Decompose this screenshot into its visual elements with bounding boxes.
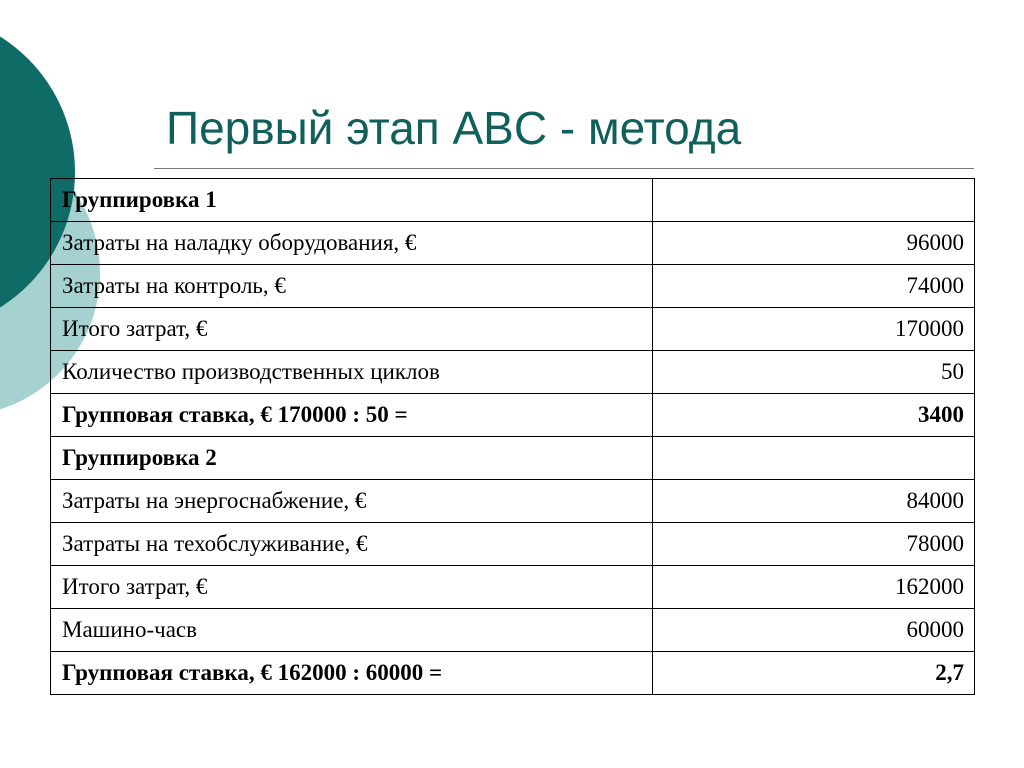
slide-title: Первый этап ABC - метода bbox=[166, 102, 742, 154]
row-label: Групповая ставка, € 162000 : 60000 = bbox=[51, 652, 653, 695]
row-value bbox=[653, 437, 975, 480]
table-row-total bbox=[51, 308, 975, 351]
table-row-group-1-header bbox=[51, 179, 975, 222]
row-label: Количество производственных циклов bbox=[51, 351, 653, 394]
title-divider bbox=[154, 168, 974, 169]
row-value: 78000 bbox=[653, 523, 975, 566]
table-row bbox=[51, 609, 975, 652]
row-value: 84000 bbox=[653, 480, 975, 523]
row-value: 170000 bbox=[653, 308, 975, 351]
table-row bbox=[51, 480, 975, 523]
table-row-total bbox=[51, 566, 975, 609]
row-value: 60000 bbox=[653, 609, 975, 652]
table-row bbox=[51, 265, 975, 308]
table-row bbox=[51, 351, 975, 394]
cost-table bbox=[50, 178, 975, 695]
row-label: Группировка 2 bbox=[51, 437, 653, 480]
row-label: Затраты на контроль, € bbox=[51, 265, 653, 308]
row-label: Групповая ставка, € 170000 : 50 = bbox=[51, 394, 653, 437]
table-row-group-2-header bbox=[51, 437, 975, 480]
table-row bbox=[51, 523, 975, 566]
row-label: Группировка 1 bbox=[51, 179, 653, 222]
row-value: 3400 bbox=[653, 394, 975, 437]
row-value bbox=[653, 179, 975, 222]
row-label: Итого затрат, € bbox=[51, 566, 653, 609]
row-label: Итого затрат, € bbox=[51, 308, 653, 351]
row-value: 50 bbox=[653, 351, 975, 394]
row-label: Машино-часв bbox=[51, 609, 653, 652]
row-value: 2,7 bbox=[653, 652, 975, 695]
row-label: Затраты на энергоснабжение, € bbox=[51, 480, 653, 523]
row-label: Затраты на техобслуживание, € bbox=[51, 523, 653, 566]
table-row-group-rate bbox=[51, 394, 975, 437]
row-value: 162000 bbox=[653, 566, 975, 609]
table-row bbox=[51, 222, 975, 265]
table-row-group-rate bbox=[51, 652, 975, 695]
row-value: 74000 bbox=[653, 265, 975, 308]
row-label: Затраты на наладку оборудования, € bbox=[51, 222, 653, 265]
row-value: 96000 bbox=[653, 222, 975, 265]
